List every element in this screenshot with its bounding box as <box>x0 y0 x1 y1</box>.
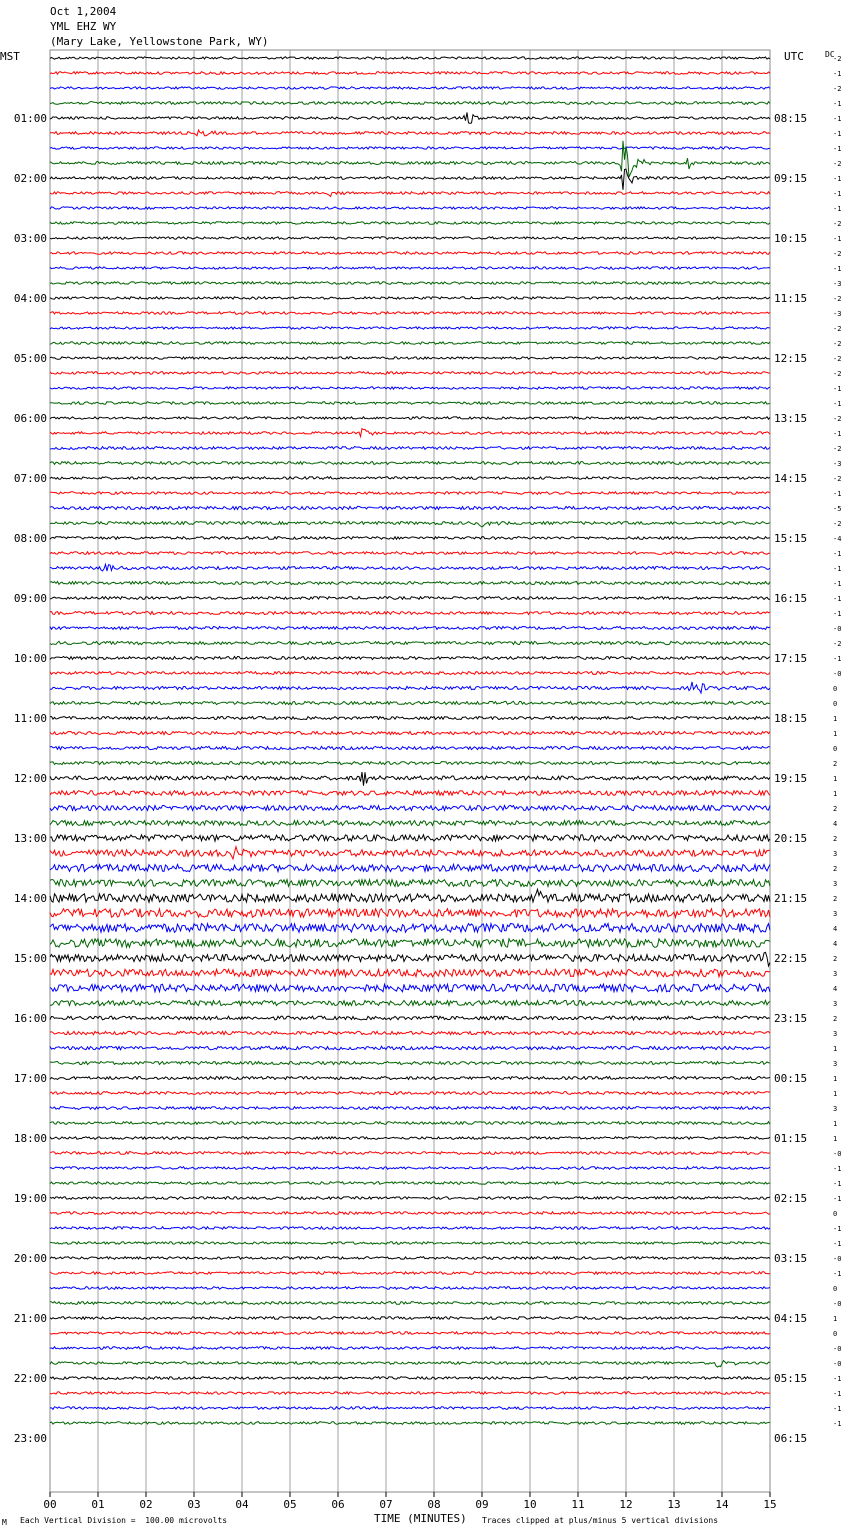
dc-offset-label: -3 <box>833 460 842 468</box>
dc-offset-label: -1 <box>833 1420 842 1428</box>
seismic-trace <box>50 372 770 375</box>
station-location: (Mary Lake, Yellowstone Park, WY) <box>50 35 269 48</box>
right-timezone-label: UTC <box>784 50 804 63</box>
dc-offset-label: 0 <box>833 1210 838 1218</box>
seismic-trace <box>50 312 770 315</box>
right-hour-label: 00:15 <box>774 1072 808 1085</box>
seismic-trace <box>50 1347 770 1350</box>
scale-note: Each Vertical Division = 100.00 microvolts <box>20 1516 228 1525</box>
seismic-trace <box>50 130 770 136</box>
x-tick-label: 08 <box>427 1498 441 1511</box>
left-hour-label: 04:00 <box>13 292 47 305</box>
plot-frame <box>50 50 770 1492</box>
dc-offset-label: 4 <box>833 985 838 993</box>
right-hour-label: 01:15 <box>774 1132 808 1145</box>
seismic-trace <box>50 582 770 585</box>
dc-offset-label: 3 <box>833 1105 838 1113</box>
seismic-trace <box>50 847 770 859</box>
dc-offset-label: -2 <box>833 160 842 168</box>
seismic-trace <box>50 147 770 149</box>
left-hour-label: 23:00 <box>13 1432 47 1445</box>
dc-offset-label: -2 <box>833 250 842 258</box>
seismic-trace <box>50 597 770 600</box>
seismic-trace <box>50 1092 770 1095</box>
right-hour-label: 12:15 <box>774 352 808 365</box>
dc-offset-label: -5 <box>833 505 842 513</box>
seismic-trace <box>50 835 770 841</box>
dc-offset-label: -1 <box>833 265 842 273</box>
seismic-trace <box>50 1317 770 1320</box>
seismic-trace <box>50 207 770 209</box>
dc-offset-label: -1 <box>833 1270 842 1278</box>
dc-offset-label: 0 <box>833 685 838 693</box>
right-hour-label: 05:15 <box>774 1372 808 1385</box>
seismic-trace <box>50 701 770 704</box>
seismic-trace <box>50 1016 770 1020</box>
seismic-trace <box>50 1046 770 1049</box>
seismic-trace <box>50 1302 770 1305</box>
seismic-trace <box>50 612 770 615</box>
right-hour-label: 08:15 <box>774 112 808 125</box>
dc-offset-label: -0 <box>833 1300 842 1308</box>
dc-offset-label: -1 <box>833 550 842 558</box>
seismic-trace <box>50 477 770 480</box>
left-hour-label: 22:00 <box>13 1372 47 1385</box>
left-hour-label: 02:00 <box>13 172 47 185</box>
dc-offset-label: -2 <box>833 55 842 63</box>
dc-offset-label: -2 <box>833 370 842 378</box>
x-tick-label: 12 <box>619 1498 633 1511</box>
seismic-trace <box>50 522 770 527</box>
seismic-trace <box>50 1332 770 1335</box>
left-hour-label: 21:00 <box>13 1312 47 1325</box>
right-hour-label: 09:15 <box>774 172 808 185</box>
seismic-trace <box>50 641 770 644</box>
right-hour-label: 18:15 <box>774 712 808 725</box>
seismic-trace <box>50 880 770 887</box>
left-hour-label: 03:00 <box>13 232 47 245</box>
seismic-trace <box>50 969 770 977</box>
dc-offset-label: 0 <box>833 700 838 708</box>
x-tick-label: 10 <box>523 1498 537 1511</box>
dc-offset-label: -1 <box>833 655 842 663</box>
seismic-trace <box>50 864 770 871</box>
left-hour-label: 18:00 <box>13 1132 47 1145</box>
seismic-trace <box>50 1392 770 1395</box>
seismic-trace <box>50 1167 770 1170</box>
dc-offset-label: -2 <box>833 520 842 528</box>
dc-offset-label: 3 <box>833 1030 838 1038</box>
left-hour-label: 12:00 <box>13 772 47 785</box>
dc-offset-label: 1 <box>833 1135 838 1143</box>
seismic-trace <box>50 387 770 389</box>
x-tick-label: 06 <box>331 1498 345 1511</box>
seismic-trace <box>50 552 770 555</box>
seismic-trace <box>50 222 770 225</box>
dc-offset-label: 2 <box>833 805 838 813</box>
seismic-trace <box>50 791 770 796</box>
seismic-trace <box>50 717 770 720</box>
x-tick-label: 07 <box>379 1498 393 1511</box>
dc-offset-label: 4 <box>833 940 838 948</box>
dc-offset-label: -0 <box>833 1255 842 1263</box>
seismic-trace <box>50 821 770 826</box>
dc-offset-label: -3 <box>833 310 842 318</box>
seismic-trace <box>50 192 770 197</box>
dc-offset-label: 1 <box>833 1090 838 1098</box>
seismic-trace <box>50 1077 770 1080</box>
right-hour-label: 15:15 <box>774 532 808 545</box>
dc-offset-label: -1 <box>833 1405 842 1413</box>
dc-offset-label: -1 <box>833 1195 842 1203</box>
dc-offset-label: 1 <box>833 715 838 723</box>
x-tick-label: 03 <box>187 1498 201 1511</box>
seismic-trace <box>50 1152 770 1155</box>
right-hour-label: 17:15 <box>774 652 808 665</box>
dc-offset-label: -0 <box>833 670 842 678</box>
station-name: YML EHZ WY <box>50 20 117 33</box>
left-hour-label: 20:00 <box>13 1252 47 1265</box>
dc-label: DC <box>825 50 835 59</box>
seismic-trace <box>50 1182 770 1185</box>
seismic-trace <box>50 342 770 345</box>
dc-offset-label: -1 <box>833 130 842 138</box>
seismic-trace <box>50 1377 770 1380</box>
seismic-trace <box>50 72 770 75</box>
dc-offset-label: 1 <box>833 775 838 783</box>
left-hour-label: 07:00 <box>13 472 47 485</box>
dc-offset-label: -1 <box>833 580 842 588</box>
clip-note: Traces clipped at plus/minus 5 vertical divisions <box>482 1516 719 1525</box>
dc-offset-label: 3 <box>833 880 838 888</box>
left-hour-label: 16:00 <box>13 1012 47 1025</box>
seismic-trace <box>50 492 770 495</box>
dc-offset-label: 0 <box>833 1285 838 1293</box>
seismic-trace <box>50 357 770 359</box>
dc-offset-label: 3 <box>833 1000 838 1008</box>
dc-offset-label: 0 <box>833 745 838 753</box>
left-hour-label: 09:00 <box>13 592 47 605</box>
seismic-trace <box>50 952 770 966</box>
seismic-trace <box>50 889 770 902</box>
seismic-trace <box>50 447 770 450</box>
dc-offset-label: -2 <box>833 355 842 363</box>
dc-offset-label: 4 <box>833 925 838 933</box>
right-hour-label: 13:15 <box>774 412 808 425</box>
dc-offset-label: -1 <box>833 100 842 108</box>
left-hour-label: 08:00 <box>13 532 47 545</box>
x-tick-label: 09 <box>475 1498 489 1511</box>
dc-offset-label: 2 <box>833 1015 838 1023</box>
seismic-trace <box>50 746 770 749</box>
dc-offset-label: -1 <box>833 1375 842 1383</box>
x-tick-label: 00 <box>43 1498 57 1511</box>
dc-offset-label: -1 <box>833 1165 842 1173</box>
seismic-trace <box>50 252 770 255</box>
right-hour-label: 21:15 <box>774 892 808 905</box>
dc-offset-label: 3 <box>833 970 838 978</box>
seismic-trace <box>50 1212 770 1215</box>
dc-offset-label: -2 <box>833 220 842 228</box>
dc-offset-label: -0 <box>833 625 842 633</box>
seismic-trace <box>50 1031 770 1034</box>
dc-offset-label: -1 <box>833 115 842 123</box>
dc-offset-label: -1 <box>833 1390 842 1398</box>
seismic-trace <box>50 506 770 509</box>
dc-offset-label: -1 <box>833 1240 842 1248</box>
x-tick-label: 13 <box>667 1498 681 1511</box>
dc-offset-label: -1 <box>833 610 842 618</box>
left-hour-label: 13:00 <box>13 832 47 845</box>
left-hour-label: 14:00 <box>13 892 47 905</box>
seismic-trace <box>50 909 770 918</box>
dc-offset-label: -1 <box>833 205 842 213</box>
right-hour-label: 20:15 <box>774 832 808 845</box>
seismic-trace <box>50 462 770 465</box>
seismic-trace <box>50 1227 770 1230</box>
seismic-trace <box>50 805 770 810</box>
dc-offset-label: -2 <box>833 640 842 648</box>
dc-offset-label: -0 <box>833 1360 842 1368</box>
dc-offset-label: -1 <box>833 385 842 393</box>
dc-offset-label: -1 <box>833 1180 842 1188</box>
seismic-trace <box>50 672 770 675</box>
x-tick-label: 05 <box>283 1498 297 1511</box>
left-hour-label: 17:00 <box>13 1072 47 1085</box>
seismic-trace <box>50 939 770 947</box>
seismic-trace <box>50 1407 770 1410</box>
seismic-trace <box>50 57 770 59</box>
dc-offset-label: 3 <box>833 1060 838 1068</box>
right-hour-label: 19:15 <box>774 772 808 785</box>
right-hour-label: 22:15 <box>774 952 808 965</box>
seismic-trace <box>50 87 770 89</box>
dc-offset-label: -2 <box>833 325 842 333</box>
x-tick-label: 11 <box>571 1498 585 1511</box>
x-axis-label: TIME (MINUTES) <box>374 1512 467 1525</box>
seismic-trace <box>50 1061 770 1064</box>
dc-offset-label: -0 <box>833 1150 842 1158</box>
dc-offset-label: -2 <box>833 415 842 423</box>
seismic-trace <box>50 169 770 190</box>
seismic-trace <box>50 429 770 437</box>
seismic-trace <box>50 327 770 329</box>
left-hour-label: 06:00 <box>13 412 47 425</box>
left-hour-label: 11:00 <box>13 712 47 725</box>
seismic-trace <box>50 657 770 660</box>
seismic-trace <box>50 731 770 734</box>
dc-offset-label: 1 <box>833 790 838 798</box>
seismic-trace <box>50 537 770 540</box>
x-tick-label: 01 <box>91 1498 105 1511</box>
seismic-trace <box>50 1287 770 1290</box>
right-hour-label: 04:15 <box>774 1312 808 1325</box>
seismic-trace <box>50 141 770 177</box>
right-hour-label: 14:15 <box>774 472 808 485</box>
dc-offset-label: -1 <box>833 70 842 78</box>
seismic-trace <box>50 282 770 285</box>
seismic-trace <box>50 1137 770 1140</box>
left-hour-label: 15:00 <box>13 952 47 965</box>
dc-offset-label: -1 <box>833 1225 842 1233</box>
left-timezone-label: MST <box>0 50 20 63</box>
dc-offset-label: -2 <box>833 340 842 348</box>
seismic-trace <box>50 564 770 571</box>
right-hour-label: 06:15 <box>774 1432 808 1445</box>
dc-offset-label: 0 <box>833 1330 838 1338</box>
dc-offset-label: -1 <box>833 490 842 498</box>
left-hour-label: 05:00 <box>13 352 47 365</box>
seismic-trace <box>50 297 770 299</box>
seismic-trace <box>50 1272 770 1275</box>
right-hour-label: 03:15 <box>774 1252 808 1265</box>
dc-offset-label: -1 <box>833 175 842 183</box>
dc-offset-label: 2 <box>833 760 838 768</box>
seismic-trace <box>50 1122 770 1125</box>
seismic-trace <box>50 417 770 419</box>
seismic-trace <box>50 924 770 933</box>
dc-offset-label: -1 <box>833 595 842 603</box>
seismic-trace <box>50 1107 770 1110</box>
dc-offset-label: 1 <box>833 1120 838 1128</box>
dc-offset-label: -3 <box>833 280 842 288</box>
seismic-trace <box>50 237 770 239</box>
dc-offset-label: -2 <box>833 85 842 93</box>
seismic-trace <box>50 682 770 693</box>
seismic-trace <box>50 627 770 630</box>
right-hour-label: 11:15 <box>774 292 808 305</box>
right-hour-label: 23:15 <box>774 1012 808 1025</box>
x-tick-label: 02 <box>139 1498 153 1511</box>
right-hour-label: 02:15 <box>774 1192 808 1205</box>
x-tick-label: 04 <box>235 1498 249 1511</box>
seismic-trace <box>50 1257 770 1260</box>
seismic-trace <box>50 1000 770 1005</box>
left-hour-label: 01:00 <box>13 112 47 125</box>
seismic-trace <box>50 402 770 405</box>
dc-offset-label: -1 <box>833 565 842 573</box>
dc-offset-label: 2 <box>833 955 838 963</box>
seismic-trace <box>50 102 770 105</box>
dc-offset-label: 2 <box>833 835 838 843</box>
dc-offset-label: 1 <box>833 1075 838 1083</box>
x-tick-label: 14 <box>715 1498 729 1511</box>
seismic-trace <box>50 1242 770 1245</box>
dc-offset-label: 3 <box>833 910 838 918</box>
dc-offset-label: 3 <box>833 850 838 858</box>
right-hour-label: 10:15 <box>774 232 808 245</box>
dc-offset-label: -1 <box>833 235 842 243</box>
dc-offset-label: -2 <box>833 475 842 483</box>
seismic-trace <box>50 761 770 764</box>
dc-offset-label: -2 <box>833 295 842 303</box>
x-tick-label: 15 <box>763 1498 777 1511</box>
dc-offset-label: -1 <box>833 145 842 153</box>
dc-offset-label: 2 <box>833 895 838 903</box>
dc-offset-label: 4 <box>833 820 838 828</box>
dc-offset-label: -1 <box>833 190 842 198</box>
dc-offset-label: -0 <box>833 1345 842 1353</box>
right-hour-label: 16:15 <box>774 592 808 605</box>
dc-offset-label: 1 <box>833 1315 838 1323</box>
dc-offset-label: -2 <box>833 445 842 453</box>
seismic-trace <box>50 1361 770 1368</box>
dc-offset-label: 1 <box>833 730 838 738</box>
dc-offset-label: -1 <box>833 400 842 408</box>
seismic-trace <box>50 772 770 786</box>
seismic-trace <box>50 984 770 992</box>
dc-offset-label: 2 <box>833 865 838 873</box>
seismic-trace <box>50 267 770 269</box>
dc-offset-label: -1 <box>833 430 842 438</box>
left-hour-label: 10:00 <box>13 652 47 665</box>
dc-offset-label: 1 <box>833 1045 838 1053</box>
left-hour-label: 19:00 <box>13 1192 47 1205</box>
seismic-trace <box>50 113 770 124</box>
seismic-trace <box>50 1197 770 1200</box>
seismic-trace <box>50 1422 770 1425</box>
corner-mark: M <box>2 1518 7 1527</box>
dc-offset-label: -4 <box>833 535 842 543</box>
chart-date: Oct 1,2004 <box>50 5 117 18</box>
